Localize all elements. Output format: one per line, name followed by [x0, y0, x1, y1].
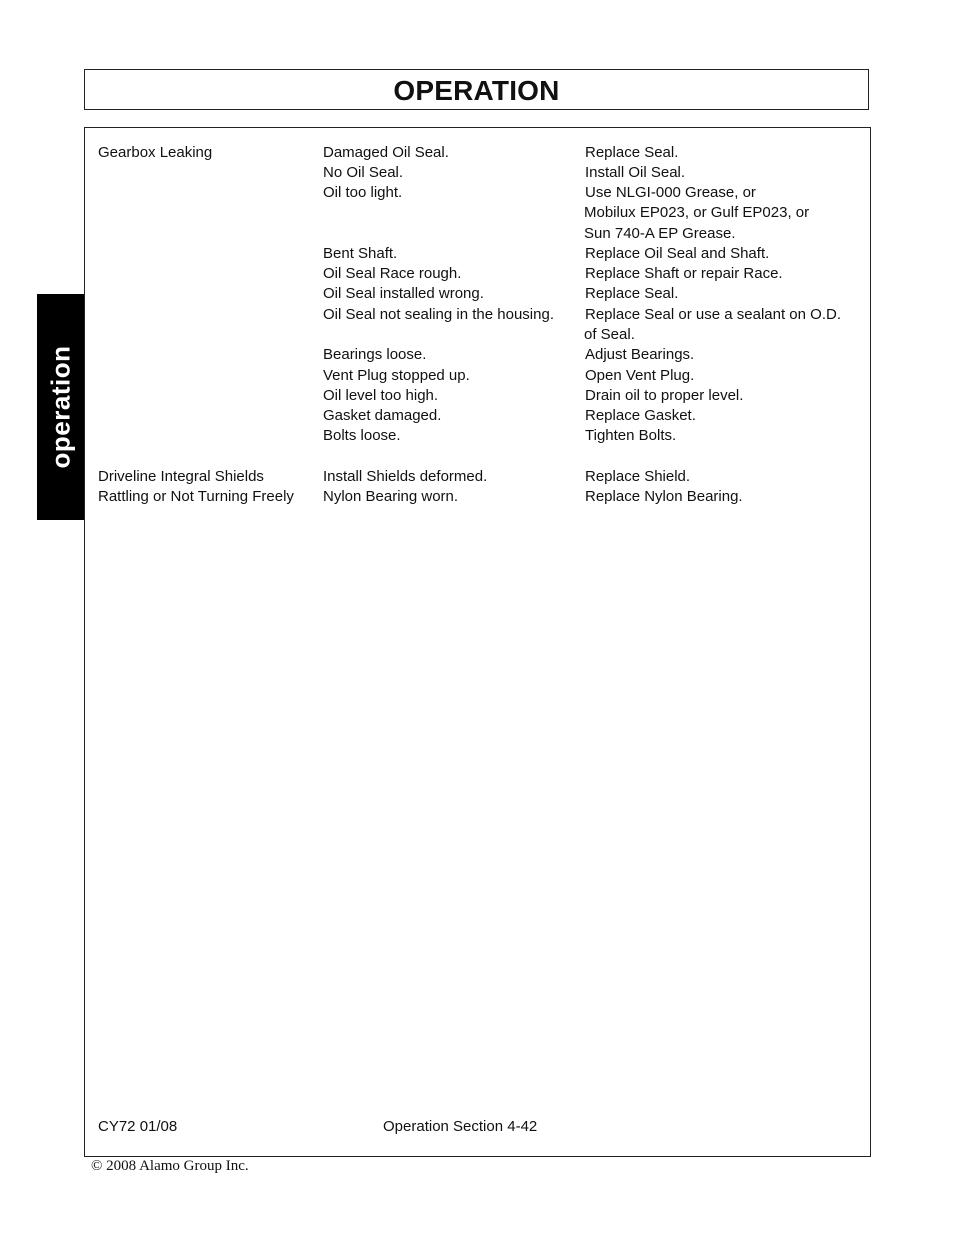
remedy-cell: Replace Shield.	[585, 468, 691, 485]
copyright-notice: © 2008 Alamo Group Inc.	[91, 1158, 249, 1174]
remedy-cell: Replace Oil Seal and Shaft.	[585, 245, 770, 262]
cause-cell: Bolts loose.	[323, 427, 401, 444]
remedy-cell: Install Oil Seal.	[585, 164, 686, 181]
page-section-number: Operation Section 4-42	[383, 1118, 538, 1135]
cause-cell: Damaged Oil Seal.	[323, 144, 449, 161]
cause-cell: Bent Shaft.	[323, 245, 398, 262]
cause-cell: Nylon Bearing worn.	[323, 488, 459, 505]
remedy-cell: Drain oil to proper level.	[585, 387, 744, 404]
remedy-cell: Replace Seal or use a sealant on O.D.	[585, 306, 841, 323]
remedy-cell: of Seal.	[584, 326, 635, 343]
page-title: OPERATION	[393, 75, 560, 106]
remedy-cell: Replace Gasket.	[585, 407, 696, 424]
cause-cell: Vent Plug stopped up.	[323, 367, 470, 384]
section-side-tab	[37, 294, 84, 520]
cause-cell: Oil Seal installed wrong.	[323, 285, 484, 302]
cause-cell: Oil Seal not sealing in the housing.	[323, 306, 554, 323]
remedy-cell: Use NLGI-000 Grease, or	[585, 184, 756, 201]
problem-cell: Gearbox Leaking	[98, 144, 213, 161]
remedy-cell: Sun 740-A EP Grease.	[584, 225, 736, 242]
remedy-cell: Replace Nylon Bearing.	[585, 488, 743, 505]
cause-cell: Install Shields deformed.	[323, 468, 488, 485]
page-header	[84, 69, 869, 110]
remedy-cell: Replace Seal.	[585, 285, 679, 302]
cause-cell: Oil too light.	[323, 184, 403, 201]
remedy-cell: Tighten Bolts.	[585, 427, 677, 444]
problem-cell: Driveline Integral Shields	[98, 468, 264, 485]
problem-cell: Rattling or Not Turning Freely	[98, 488, 294, 505]
remedy-cell: Replace Seal.	[585, 144, 679, 161]
remedy-cell: Replace Shaft or repair Race.	[585, 265, 783, 282]
cause-cell: Oil Seal Race rough.	[323, 265, 462, 282]
cause-cell: Gasket damaged.	[323, 407, 442, 424]
doc-code: CY72 01/08	[98, 1118, 178, 1135]
side-tab-label: operation	[45, 345, 75, 469]
remedy-cell: Mobilux EP023, or Gulf EP023, or	[584, 204, 810, 221]
cause-cell: No Oil Seal.	[323, 164, 404, 181]
remedy-cell: Adjust Bearings.	[585, 346, 695, 363]
cause-cell: Bearings loose.	[323, 346, 427, 363]
cause-cell: Oil level too high.	[323, 387, 439, 404]
remedy-cell: Open Vent Plug.	[585, 367, 695, 384]
